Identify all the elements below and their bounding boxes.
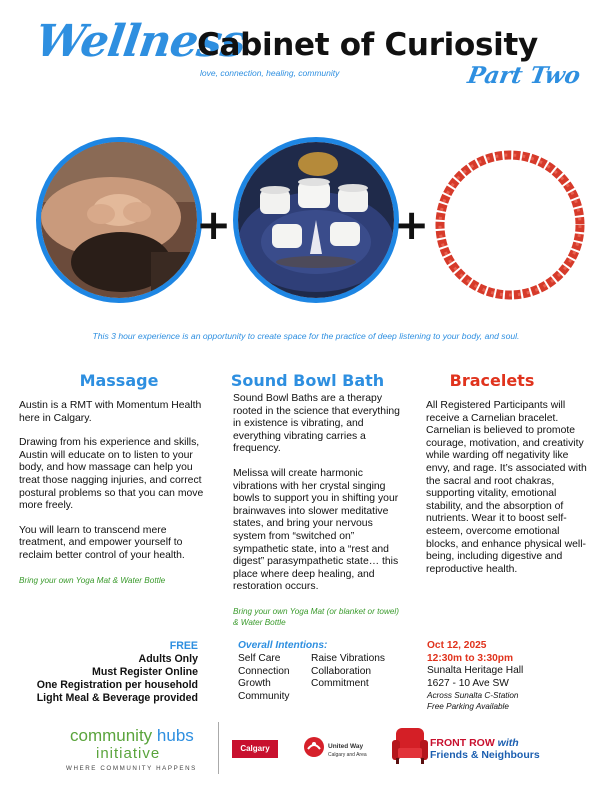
wellness-script-title: Wellness xyxy=(32,16,249,67)
massage-note: Bring your own Yoga Mat & Water Bottle xyxy=(19,575,166,585)
event-transit: Across Sunalta C-Station xyxy=(427,691,519,701)
event-date: Oct 12, 2025 xyxy=(427,640,487,651)
event-address: 1627 - 10 Ave SW xyxy=(427,677,509,689)
sound-bowl-image xyxy=(238,142,394,298)
front-row-logo xyxy=(430,737,540,761)
intention-item: Growth xyxy=(238,678,271,690)
community-word: community xyxy=(70,726,153,745)
sound-bowl-heading: Sound Bowl Bath xyxy=(230,371,385,390)
intro-text: This 3 hour experience is an opportunity to create space for the practice of deep listening to your body, and soul. xyxy=(92,331,520,341)
massage-body xyxy=(19,400,214,586)
sound-paragraph-2: Melissa will create harmonic vibrations with her crystal singing bowls to support you in shifting your brainwaves into slower meditative states, and bring your nervous system from “switched on” sympathetic state, into a “rest and digest” parasympathetic state… this place where deep healing, and restoration occurs. xyxy=(233,467,399,593)
community-hubs-logo xyxy=(70,727,194,744)
massage-paragraph-2: Drawing from his experience and skills, Austin will educate on to listen to your body, and how massage can help you treat those nagging injuries, and correct postural problems so that you can move more freely. xyxy=(19,437,204,512)
sound-bowl-body xyxy=(233,393,401,628)
part-two-subtitle: Part Two xyxy=(465,62,583,89)
community-hubs-tagline: WHERE COMMUNITY HAPPENS xyxy=(66,765,197,772)
massage-paragraph-3: You will learn to transcend mere treatment, and empower yourself to reclaim better control of your health. xyxy=(19,524,185,561)
sound-paragraph-1: Sound Bowl Baths are a therapy rooted in the science that everything in existence is vibrating, and everything vibrating carries a frequency. xyxy=(233,393,400,455)
front-row-word: FRONT ROW xyxy=(430,737,495,749)
friends-neighbours: Friends & Neighbours xyxy=(430,749,540,761)
tagline: love, connection, healing, community xyxy=(200,68,340,78)
massage-photo xyxy=(36,137,202,303)
registration-info xyxy=(20,640,198,705)
initiative-word: initiative xyxy=(96,745,161,762)
free-label: FREE xyxy=(169,640,198,652)
carnelian-bracelet-image xyxy=(430,145,590,305)
united-way-logo xyxy=(328,743,367,759)
registration-line-4: Light Meal & Beverage provided xyxy=(36,692,198,704)
event-time: 12:30m to 3:30pm xyxy=(427,652,514,664)
intention-item: Collaboration xyxy=(311,665,372,677)
sound-note: Bring your own Yoga Mat (or blanket or towel) & Water Bottle xyxy=(233,606,399,627)
intentions-heading: Overall Intentions: xyxy=(238,640,328,651)
bracelets-body xyxy=(426,400,589,588)
page-title: Cabinet of Curiosity xyxy=(197,27,538,63)
intentions-right-list xyxy=(311,653,385,691)
armchair-icon xyxy=(392,726,428,771)
intention-item: Self Care xyxy=(238,653,281,664)
massage-paragraph-1: Austin is a RMT with Momentum Health here in Calgary. xyxy=(19,400,202,424)
plus-sign-2: + xyxy=(394,200,430,249)
event-details xyxy=(427,640,523,712)
intention-item: Community xyxy=(238,690,290,702)
intention-item: Connection xyxy=(238,665,290,677)
with-word: with xyxy=(497,737,519,749)
event-parking: Free Parking Available xyxy=(427,702,509,712)
sound-bowl-photo xyxy=(233,137,399,303)
event-venue: Sunalta Heritage Hall xyxy=(427,665,524,677)
registration-line-3: One Registration per household xyxy=(36,679,198,691)
bracelets-paragraph-1: All Registered Participants will receive a Carnelian bracelet. Carnelian is believed to promote courage, motivation, and creativity while warding off negativity like envy, and rage. It’s associated with the sacral and root chakras, supporting vitality, emotional stability, and the absorption of nutrients. Wear it to boost self-esteem, overcome emotional blocks, and enhance physical well-being, including digestive and reproductive health. xyxy=(426,400,587,575)
registration-line-2: Must Register Online xyxy=(92,666,198,678)
calgary-logo: Calgary xyxy=(232,740,278,758)
united-way-name: United Way xyxy=(328,743,364,750)
plus-sign-1: + xyxy=(196,200,232,249)
intentions-left-list xyxy=(238,653,290,703)
intention-item: Raise Vibrations xyxy=(311,653,385,664)
registration-line-1: Adults Only xyxy=(138,653,198,665)
bracelets-heading: Bracelets xyxy=(449,371,535,390)
united-way-subtitle: Calgary and Area xyxy=(328,752,367,758)
hubs-word: hubs xyxy=(156,726,194,745)
massage-heading: Massage xyxy=(79,371,159,390)
logo-divider xyxy=(218,722,219,774)
united-way-icon xyxy=(303,736,325,763)
intention-item: Commitment xyxy=(311,678,369,690)
massage-image xyxy=(41,142,197,298)
